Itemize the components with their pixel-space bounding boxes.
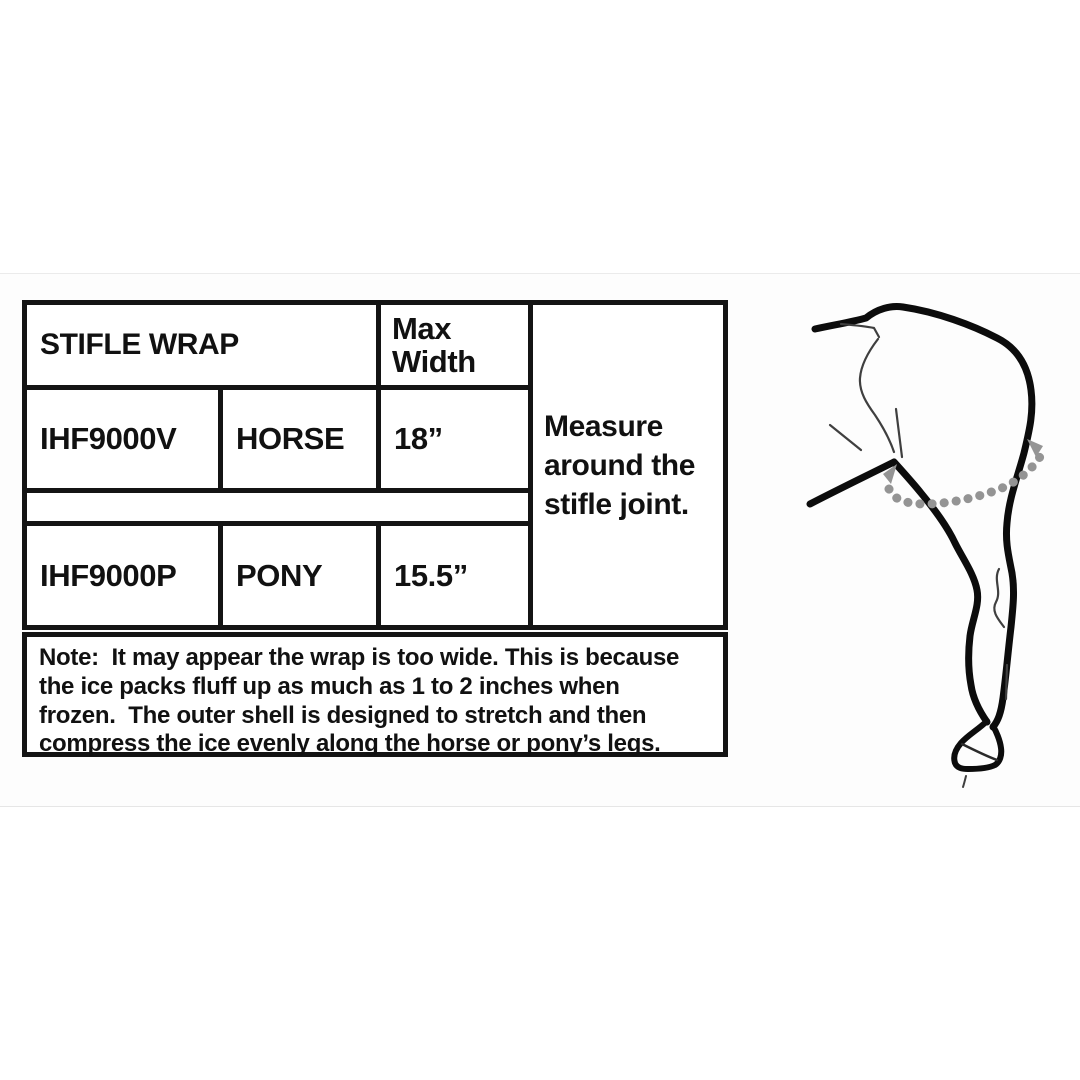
cell-model-horse: IHF9000V	[27, 390, 218, 488]
note-line-4: compress the ice evenly along the horse or pony’s legs.	[39, 730, 661, 758]
cell-product-title: STIFLE WRAP	[27, 305, 376, 385]
note-line-2: the ice packs fluff up as much as 1 to 2 inches when	[39, 672, 620, 700]
hoof-ground-tick	[963, 776, 966, 787]
cell-model-pony: IHF9000P	[27, 526, 218, 625]
horse-back-outline-path	[815, 306, 1032, 727]
measure-line3: stifle joint.	[544, 487, 689, 521]
cell-animal-horse: HORSE	[223, 390, 376, 488]
measure-line1: Measure	[544, 409, 663, 443]
note-line-1: Note: It may appear the wrap is too wide. This is because	[39, 644, 680, 671]
measure-line2: around the	[544, 448, 695, 482]
hoof-coronet-line	[962, 744, 997, 760]
belly-fold-line	[830, 425, 861, 450]
cannon-tendon-line	[1006, 665, 1007, 699]
gaskin-tendon-line	[994, 569, 1004, 627]
max-width-line1: Max	[392, 310, 452, 346]
cell-width-horse: 18”	[381, 390, 528, 488]
cell-width-pony: 15.5”	[381, 526, 528, 625]
note-line-3: frozen. The outer shell is designed to stretch and then	[39, 701, 647, 729]
cell-animal-pony: PONY	[223, 526, 376, 625]
max-width-line2: Width	[392, 344, 476, 379]
stifle-crease-line	[896, 409, 902, 457]
thigh-muscle-line	[860, 339, 894, 452]
